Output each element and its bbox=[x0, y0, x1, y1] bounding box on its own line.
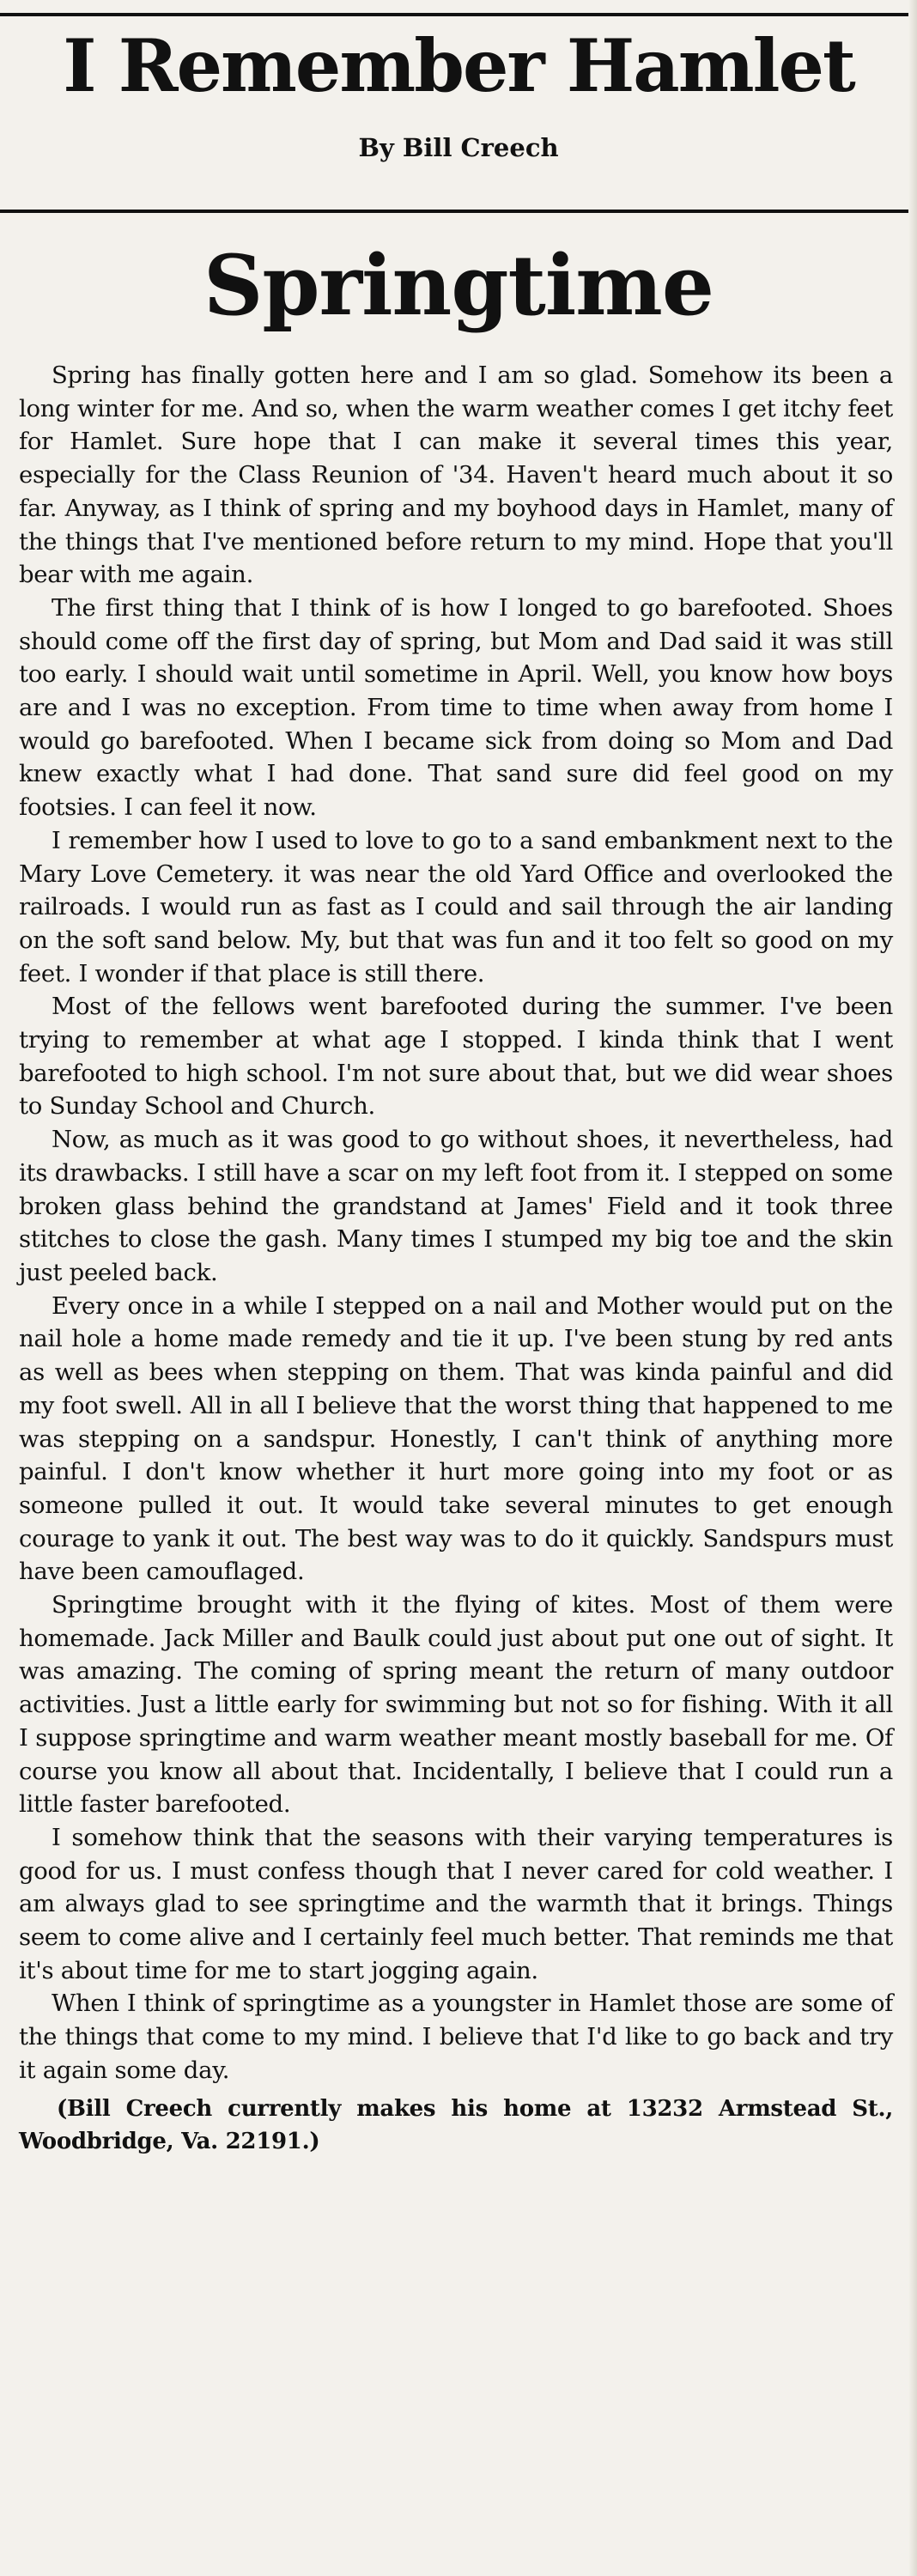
paragraph: Every once in a while I stepped on a nail and Mother would put on the nail hole a home made remedy and tie it up. I've been stung by red ants as well as bees when stepping on them. That was kinda painful and did my foot swell. All in all I believe that the worst thing that happened to me was stepping on a sandspur. Honestly, I can't think of anything more painful. I don't know whether it hurt more going into my foot or as someone pulled it out. It would take several minutes to get enough courage to yank it out. The best way was to do it quickly. Sandspurs must have been camouflaged. bbox=[19, 1291, 893, 1586]
byline: By Bill Creech bbox=[358, 133, 559, 162]
column-title: I Remember Hamlet bbox=[63, 23, 854, 108]
paragraph: Springtime brought with it the flying of kites. Most of them were homemade. Jack Miller and Baulk could just about put one out of sight. It was amazing. The coming of spring meant the return of many outdoor activities. Just a little early for swimming but not so for fishing. With it all I suppose springtime and warm weather meant mostly baseball for me. Of course you know all about that. Incidentally, I believe that I could run a little faster barefooted. bbox=[19, 1591, 893, 1819]
article-headline: Springtime bbox=[203, 237, 714, 334]
header-rule bbox=[0, 210, 917, 213]
paragraph: The first thing that I think of is how I longed to go barefooted. Shoes should come off the first day of spring, but Mom and Dad said it was still too early. I should wait until sometime in April. Well, you know how boys are and I was no exception. From time to time when away from home I would go barefooted. When I became sick from doing so Mom and Dad knew exactly what I had done. That sand sure did feel good on my footsies. I can feel it now. bbox=[19, 593, 893, 822]
top-rule bbox=[0, 13, 917, 16]
article-body bbox=[19, 359, 893, 2158]
author-credit: (Bill Creech currently makes his home at 13232 Armstead St., Woodbridge, Va. 22191.) bbox=[19, 2095, 893, 2154]
paragraph: I remember how I used to love to go to a sand embankment next to the Mary Love Cemetery. it was near the old Yard Office and overlooked the railroads. I would run as fast as I could and sail through the air landing on the soft sand below. My, but that was fun and it too felt so good on my feet. I wonder if that place is still there. bbox=[19, 826, 893, 987]
paragraph: Now, as much as it was good to go without shoes, it nevertheless, had its drawbacks. I still have a scar on my left foot from it. I stepped on some broken glass behind the grandstand at James' Field and it took three stitches to close the gash. Many times I stumped my big toe and the skin just peeled back. bbox=[19, 1126, 893, 1286]
paragraph: When I think of springtime as a youngster in Hamlet those are some of the things that come to my mind. I believe that I'd like to go back and try it again some day. bbox=[19, 1990, 893, 2084]
paragraph: I somehow think that the seasons with their varying temperatures is good for us. I must confess though that I never cared for cold weather. I am always glad to see springtime and the warmth that it brings. Things seem to come alive and I certainly feel much better. That reminds me that it's about time for me to start jogging again. bbox=[19, 1823, 893, 1984]
clipping-edge bbox=[908, 0, 917, 2576]
paragraph: Most of the fellows went barefooted during the summer. I've been trying to remember at what age I stopped. I kinda think that I went barefooted to high school. I'm not sure about that, but we did wear shoes to Sunday School and Church. bbox=[19, 993, 893, 1121]
paragraph: Spring has finally gotten here and I am so glad. Somehow its been a long winter for me. And so, when the warm weather comes I get itchy feet for Hamlet. Sure hope that I can make it several times this year, especially for the Class Reunion of '34. Haven't heard much about it so far. Anyway, as I think of spring and my boyhood days in Hamlet, many of the things that I've mentioned before return to my mind. Hope that you'll bear with me again. bbox=[19, 361, 893, 589]
